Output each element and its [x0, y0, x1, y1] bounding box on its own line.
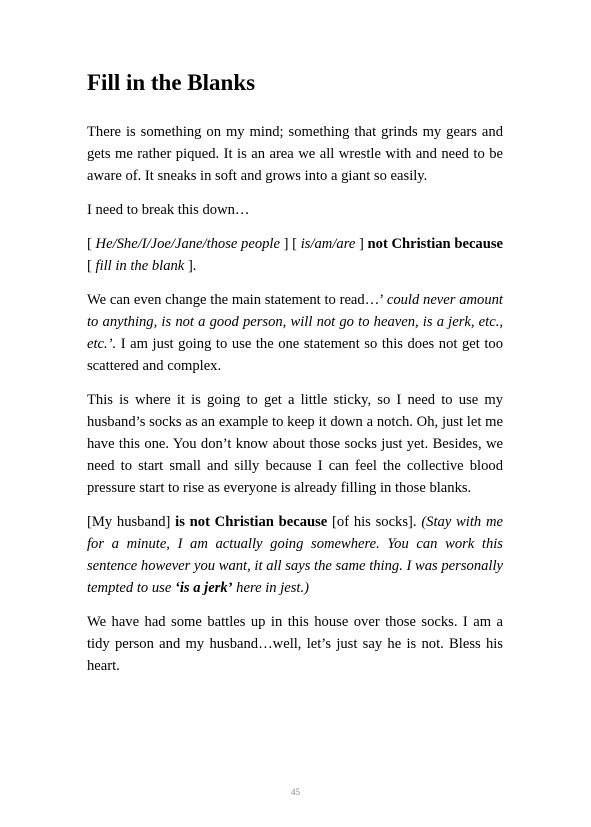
paragraph-husband-example: [87, 511, 503, 599]
bold-italic-phrase: ‘is a jerk’: [174, 580, 233, 596]
subject-options: He/She/I/Joe/Jane/those people: [95, 236, 280, 252]
italic-statements: could never amount to anything, is not a good person, will not go to heaven, is a jerk, etc., etc.’.: [87, 292, 503, 352]
paragraph-lead: We can even change the main statement to read…’: [87, 292, 387, 308]
paragraph-mid: [of his socks].: [327, 514, 422, 530]
paragraph-tail: I am just going to use the one statement so this does not get too scattered and complex.: [87, 336, 503, 374]
paragraph-battles: We have had some battles up in this house over those socks. I am a tidy person and my husband…well, let’s just say he is not. Bless his heart.: [87, 614, 503, 674]
bracket-text: ] [: [279, 236, 301, 252]
page-number: 45: [291, 787, 300, 797]
bracket-text: ].: [184, 258, 197, 274]
bracket-text: [: [87, 236, 96, 252]
bracket-text: ]: [355, 236, 368, 252]
bold-phrase: is not Christian because: [175, 514, 328, 530]
paragraph-socks-intro: This is where it is going to get a little sticky, so I need to use my husband’s socks as an example to keep it down a notch. Oh, just let me have this one. You don’t know about those socks just yet. Besides, we need to start small and silly because I can feel the collective blood pressure start to rise as everyone is already filling in those blanks.: [87, 392, 503, 496]
page-title: Fill in the Blanks: [87, 70, 256, 95]
paragraph-lead: [My husband]: [87, 514, 176, 530]
verb-options: is/am/are: [300, 236, 356, 252]
paragraph-alternate-statements: [87, 289, 503, 377]
italic-aside: (Stay with me for a minute, I am actually going somewhere. You can work this sentence however you want, it all says the same thing. I was personally tempted to use: [87, 514, 503, 596]
bold-phrase: not Christian because: [367, 236, 503, 252]
body-text: [87, 121, 503, 689]
paragraph-intro: There is something on my mind; something that grinds my gears and gets me rather piqued. It is an area we all wrestle with and need to be aware of. It sneaks in soft and grows into a giant so easily.: [87, 124, 503, 184]
paragraph-template-statement: [87, 233, 503, 277]
italic-aside-end: here in jest.): [232, 580, 309, 596]
bracket-text: [: [87, 258, 96, 274]
paragraph-break-down: I need to break this down…: [87, 202, 250, 218]
blank-placeholder: fill in the blank: [95, 258, 185, 274]
